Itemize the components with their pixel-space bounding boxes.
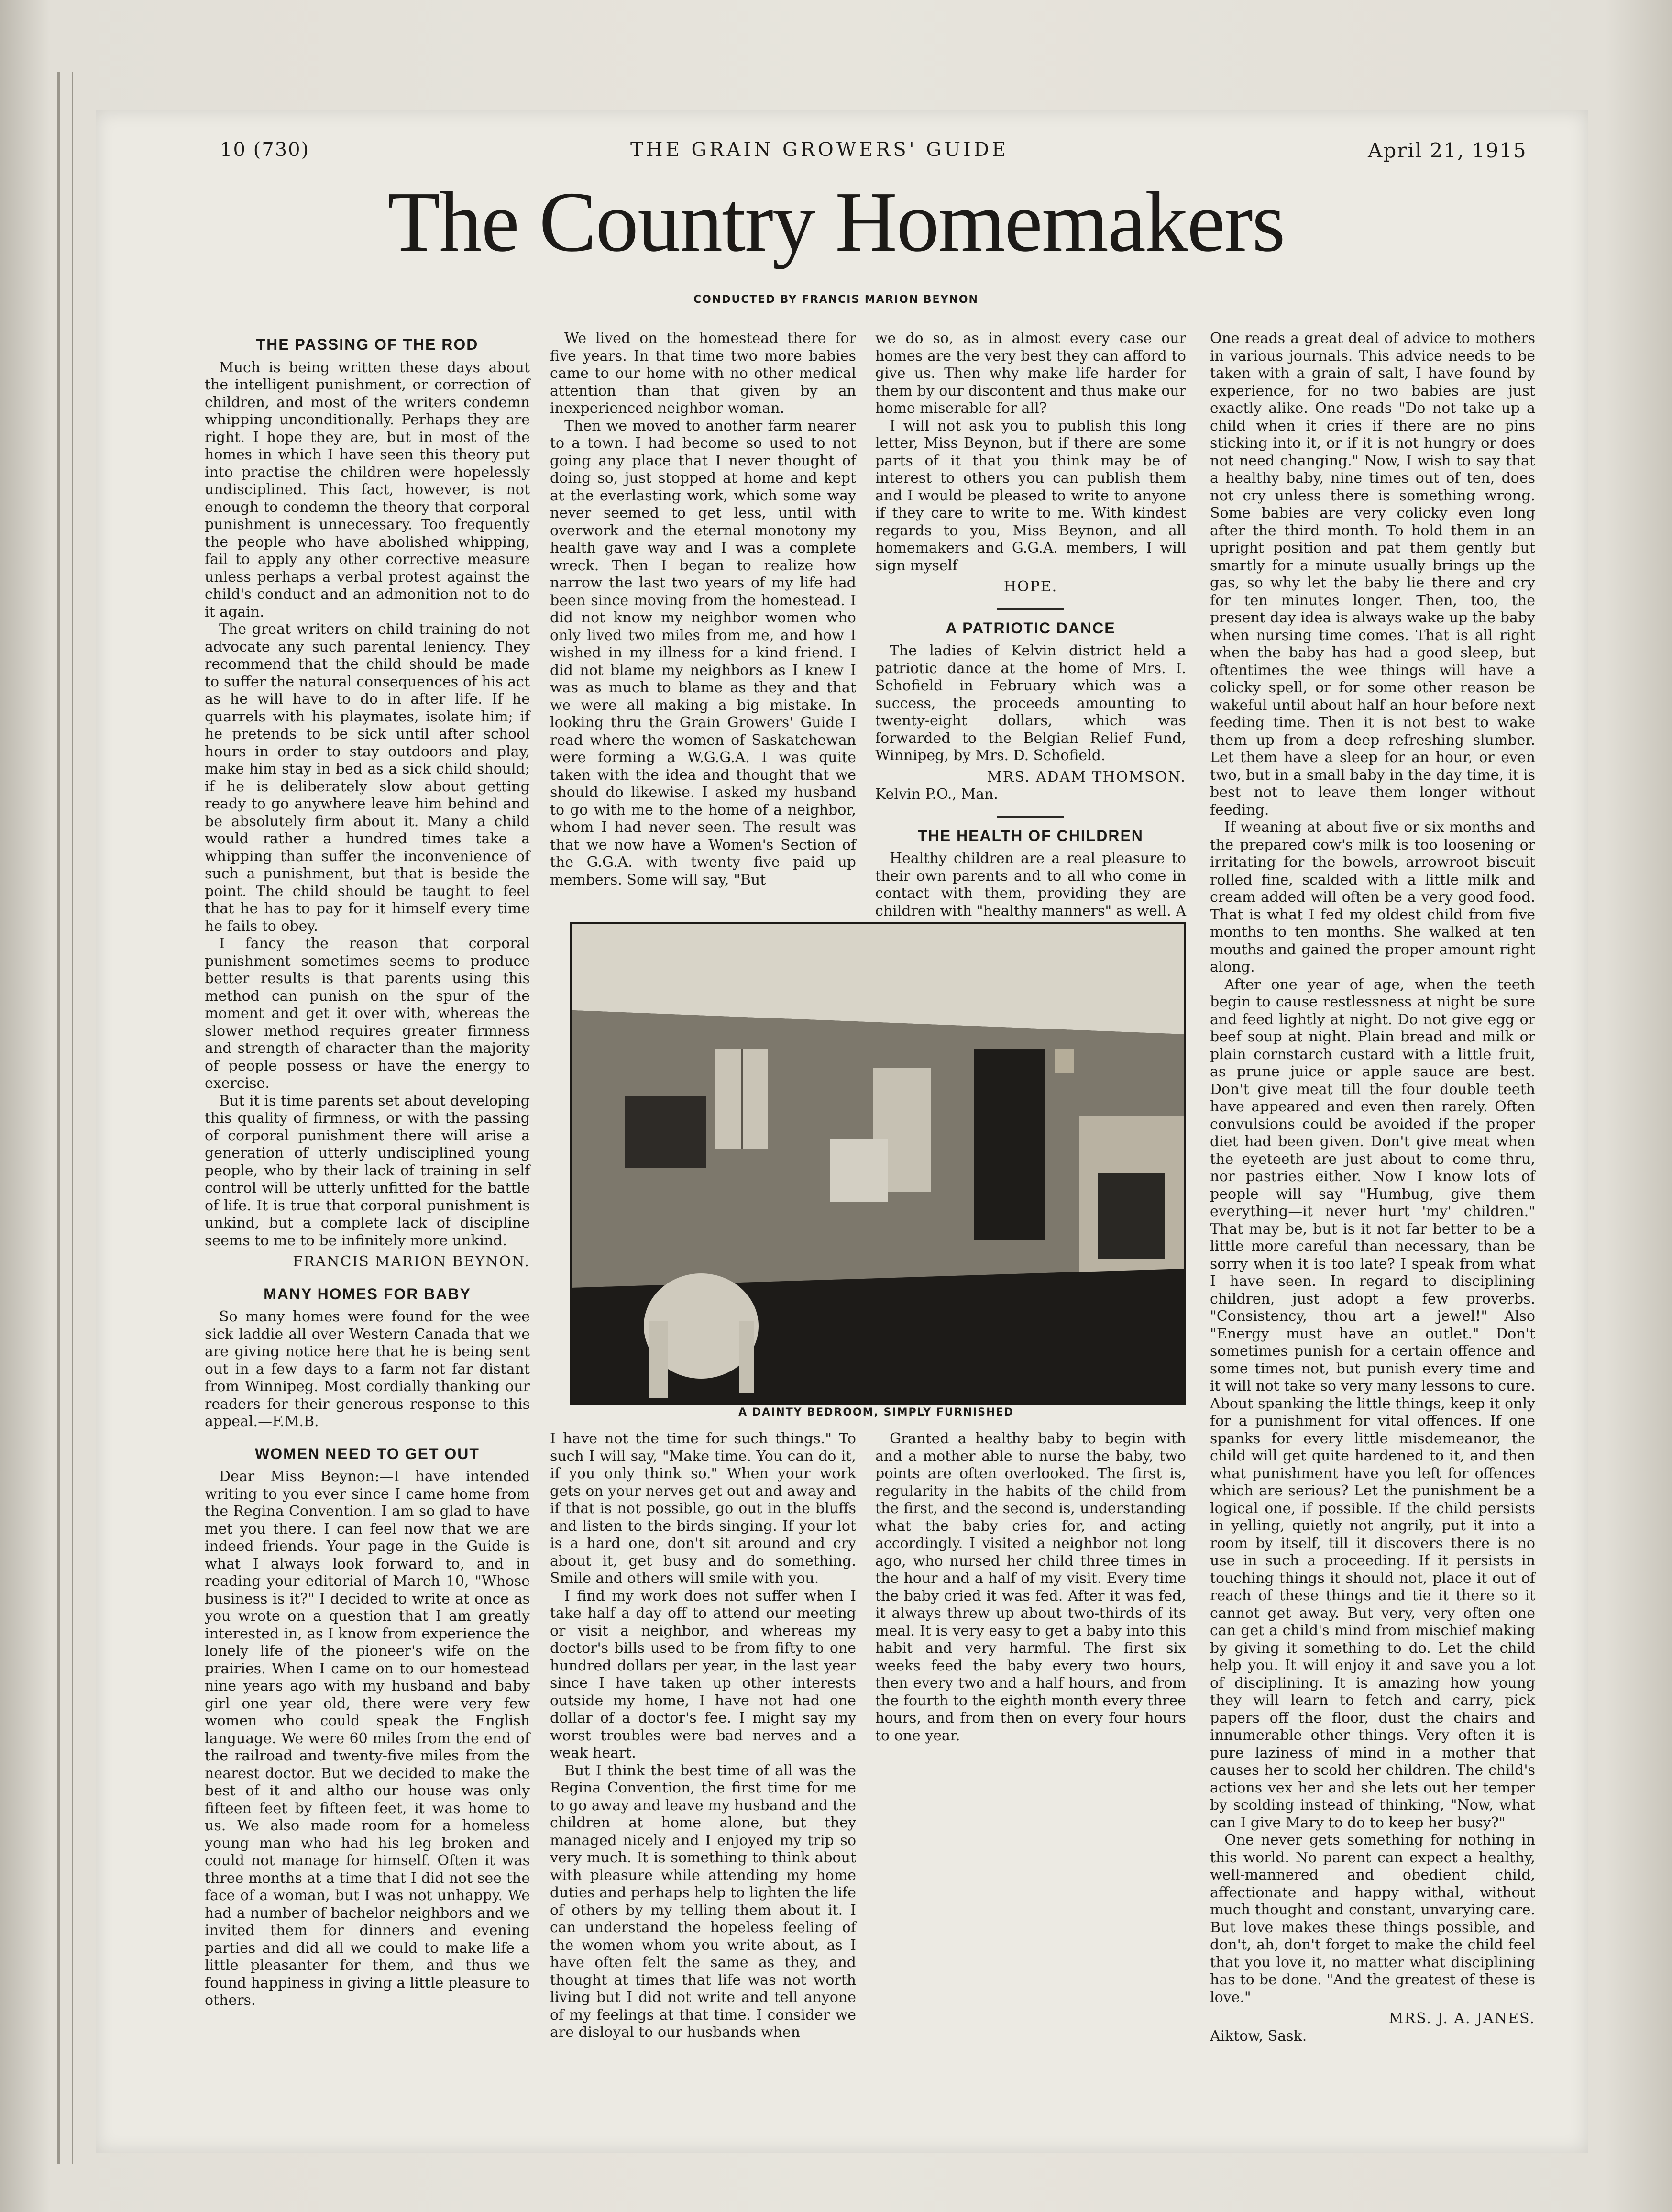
signature: MRS. ADAM THOMSON. <box>987 768 1186 785</box>
column-2-bottom <box>550 1430 856 2041</box>
bedroom-illustration <box>572 924 1184 1403</box>
column-2-top <box>550 330 856 902</box>
divider <box>997 608 1064 610</box>
column-3-bottom <box>875 1430 1186 2024</box>
paragraph: I will not ask you to publish this long letter, Miss Beynon, but if there are some parts of it that you think may be of interest to others you can publish them and I would be pleased to write to anyone if they care to write to me. With kindest regards to you, Miss Beynon, and all homemakers and G.G.A. members, I will sign myself <box>875 417 1186 574</box>
paragraph: After one year of age, when the teeth begin to cause restlessness at night be sure and feed lightly at night. Do not give egg or beef soup at night. Plain bread and milk or plain cornstarch custard with a little fruit, as prune juice or apple sauce are best. Don't give meat till the four double teeth have appeared and even then rarely. Often convulsions could be avoided if the proper diet had been given. Don't give meat when the eyeteeth are just about to come thru, nor pastries either. Now I know lots of people will say "Humbug, give them everything—it never hurt 'my' children." That may be, but is it not far better to be a little more careful than necessary, than be sorry when it is too late? I speak from what I have seen. In regard to disciplining children, just adopt a few proverbs. "Consistency, thou art a jewel!" Also "Energy must have an outlet." Don't sometimes punish for a certain offence and some times not, but punish every time and it will not take so very many lessons to cure. About spanking the little things, keep it only for a punishment for vital offences. If one spanks for every little misdemeanor, the child will get quite hardened to it, and then what punishment have you left for offences which are serious? Let the punishment be a logical one, if possible. If the child persists in yelling, quietly not angrily, put it into a room by itself, till it discovers there is no use in such a proceeding. If it persists in touching things it should not, place it out of reach of these things and tie it there so it cannot get away. But very, very often one can get a child's mind from mischief making by giving it something to do. Let the child help you. It will enjoy it and save you a lot of disciplining. It is amazing how young they will learn to fetch and carry, pick papers off the floor, dust the chairs and innumerable other things. Very often it is pure laziness of mind in a mother that causes her to scold her children. The child's actions vex her and she lets out her temper by scolding instead of thinking, "Now, what can I give Mary to do to keep her busy?" <box>1210 976 1535 1831</box>
paragraph: I fancy the reason that corporal punishment sometimes seems to produce better results is that parents using this method can punish on the spur of the moment and get it over with, whereas the slower method requires greater firmness and strength of character than the majority of people possess or have the energy to exercise. <box>205 935 530 1092</box>
binding-edge <box>72 72 73 2164</box>
location: Aiktow, Sask. <box>1210 2027 1307 2045</box>
headline: A PATRIOTIC DANCE <box>946 619 1116 637</box>
page-title: The Country Homemakers <box>387 174 1285 269</box>
location: Kelvin P.O., Man. <box>875 786 998 803</box>
column-1 <box>205 330 530 2009</box>
photo-caption: A DAINTY BEDROOM, SIMPLY FURNISHED <box>738 1406 1014 1418</box>
paragraph: So many homes were found for the wee sick laddie all over Western Canada that we are giving notice here that he is being sent out in a few days to a farm not far distant from Winnipeg. Most cordially thanking our readers for their generous response to this appeal.—F.M.B. <box>205 1308 530 1430</box>
headline: MANY HOMES FOR BABY <box>264 1285 471 1303</box>
paragraph: Granted a healthy baby to begin with and a mother able to nurse the baby, two points are often overlooked. The first is, regularity in the habits of the child from the first, and the second is, understanding what the baby cries for, and acting accordingly. I visited a neighbor not long ago, who nursed her child three times in the hour and a half of my visit. Every time the baby cried it was fed. After it was fed, it always threw up about two-thirds of its meal. It is very easy to get a baby into this habit and very harmful. The first six weeks feed the baby every two hours, then every two and a half hours, and from the fourth to the eighth month every three hours, and from then on every four hours to one year. <box>875 1430 1186 1744</box>
byline: CONDUCTED BY FRANCIS MARION BEYNON <box>693 294 979 306</box>
paragraph: The great writers on child training do not advocate any such parental leniency. They recommend that the child should be made to suffer the natural consequences of his act as he will have to do in after life. If he quarrels with his playmates, isolate him; if he pretends to be sick until after school hours in order to stay outdoors and play, make him stay in bed as a sick child should; if he is deliberately slow about getting ready to go anywhere leave him behind and be absolutely firm about it. Many a child would rather a hundred times take a whipping than suffer the inconvenience of such a punishment, but that is beside the point. The child should be taught to feel that he has to pay for it himself every time he fails to obey. <box>205 621 530 935</box>
signature: MRS. J. A. JANES. <box>1388 2010 1535 2027</box>
signature: FRANCIS MARION BEYNON. <box>293 1253 530 1270</box>
paragraph: One reads a great deal of advice to mothers in various journals. This advice needs to be taken with a grain of salt, I have found by experience, for no two babies are just exactly alike. One reads "Do not take up a child when it cries if there are no pins sticking into it, or if it is not hungry or does not need changing." Now, I wish to say that a healthy baby, nine times out of ten, does not cry unless there is something wrong. Some babies are very colicky even long after the third month. To hold them in an upright position and pat them gently but smartly for a minute usually brings up the gas, so why let the baby lie there and cry for ten minutes longer. Then, too, the present day idea is always wake up the baby when nursing time comes. That is all right when the baby has had a good sleep, but oftentimes the wee things will have a colicky spell, or for some other reason be wakeful until about half an hour before next feeding time. Then it is not best to wake them up from a deep refreshing slumber. Let them have a sleep for an hour, or even two, but in a small baby in the day time, it is best not to leave them longer without feeding. <box>1210 330 1535 818</box>
bedroom-photo <box>570 922 1186 1405</box>
paragraph: But I think the best time of all was the Regina Convention, the first time for me to go away and leave my husband and the children at home alone, but they managed nicely and I enjoyed my trip so very much. It is something to think about with pleasure while attending my home duties and perhaps help to lighten the life of others by my telling them about it. I can understand the hopeless feeling of the women whom you write about, as I have often felt the same as they, and thought at times that life was not worth living but I did not write and tell anyone of my feelings at that time. I consider we are disloyal to our husbands when <box>550 1762 856 2041</box>
paragraph: We lived on the homestead there for five years. In that time two more babies came to our home with no other medical attention than that given by an inexperienced neighbor woman. <box>550 330 856 417</box>
paragraph: I have not the time for such things." To such I will say, "Make time. You can do it, if you only think so." When your work gets on your nerves get out and away and if that is not possible, go out in the bluffs and listen to the birds singing. If your lot is a hard one, don't sit around and cry about it, get busy and do something. Smile and others will smile with you. <box>550 1430 856 1587</box>
paragraph: Then we moved to another farm nearer to a town. I had become so used to not going any place that I never thought of doing so, just stopped at home and kept at the everlasting work, which some way never seemed to get less, until with overwork and the eternal monotony my health gave way and I was a complete wreck. Then I began to realize how narrow the last two years of my life had been since moving from the homestead. I did not know my neighbor women who only lived two miles from me, and how I wished in my illness for a kind friend. I did not blame my neighbors as I knew I was as much to blame as they and that we were all making a big mistake. In looking thru the Grain Growers' Guide I read where the women of Saskatchewan were forming a W.G.G.A. I was quite taken with the idea and thought that we should do likewise. I asked my husband to go with me to the home of a neighbor, whom I had never seen. The result was that we now have a Women's Section of the G.G.A. with twenty five paid up members. Some will say, "But <box>550 417 856 888</box>
paragraph: Dear Miss Beynon:—I have intended writing to you ever since I came home from the Regina Convention. I am so glad to have met you there. I can feel now that we are indeed friends. Your page in the Guide is what I always look forward to, and in reading your editorial of March 10, "Whose business is it?" I decided to write at once as you wrote on a question that I am greatly interested in, as I know from experience the lonely life of the pioneer's wife on the prairies. When I came on to our homestead nine years ago with my husband and baby girl one year old, there were very few women who could speak the English language. We were 60 miles from the end of the railroad and twenty-five miles from the nearest doctor. But we decided to make the best of it and altho our house was only fifteen feet by fifteen feet, it was home to us. We also made room for a homeless young man who had his leg broken and could not manage for himself. Often it was three months at a time that I did not see the face of a woman, but I was not unhappy. We had a number of bachelor neighbors and we invited them for dinners and evening parties and did all we could to make life a little pleasanter for them, and thus we found happiness in giving a little pleasure to others. <box>205 1468 530 2009</box>
paragraph: The ladies of Kelvin district held a patriotic dance at the home of Mrs. I. Schofield in February which was a success, the proceeds amounting to twenty-eight dollars, which was forwarded to the Belgian Relief Fund, Winnipeg, by Mrs. D. Schofield. <box>875 642 1186 764</box>
divider <box>997 816 1064 818</box>
column-3-top <box>875 330 1186 919</box>
signature: HOPE. <box>1003 578 1058 595</box>
paragraph: I find my work does not suffer when I take half a day off to attend our meeting or visit a neighbor, and whereas my doctor's bills used to be from fifty to one hundred dollars per year, in the last year since I have taken up other interests outside my home, I have not had one dollar of a doctor's fee. I might say my worst troubles were bad nerves and a weak heart. <box>550 1587 856 1761</box>
paragraph: One never gets something for nothing in this world. No parent can expect a healthy, well-mannered and obedient child, affectionate and happy withal, without much thought and constant, unvarying care. But love makes these things possible, and don't, ah, don't forget to make the child feel that you love it, no matter what disciplining has to be done. "And the greatest of these is love." <box>1210 1832 1535 2006</box>
publication-name: THE GRAIN GROWERS' GUIDE <box>630 139 1009 161</box>
headline: THE PASSING OF THE ROD <box>256 336 479 353</box>
headline: WOMEN NEED TO GET OUT <box>255 1445 480 1462</box>
page-number: 10 (730) <box>220 139 310 161</box>
binding-edge <box>57 72 60 2164</box>
paragraph: we do so, as in almost every case our homes are the very best they can afford to give us. Then why make life harder for them by our discontent and thus make our home miserable for all? <box>875 330 1186 417</box>
paragraph: If weaning at about five or six months and the prepared cow's milk is too loosening or irritating for the bowels, arrowroot biscuit rolled fine, scalded with a little milk and cream added will often be a very good food. That is what I fed my oldest child from five months to ten months. She walked at ten mouths and gained the proper amount right along. <box>1210 819 1535 975</box>
paragraph: Healthy children are a real pleasure to their own parents and to all who come in contact with them, providing they are children with "healthy manners" as well. A <box>875 850 1186 919</box>
headline: THE HEALTH OF CHILDREN <box>918 827 1144 844</box>
paragraph: Much is being written these days about the intelligent punishment, or correction of children, and most of the writers condemn whipping unconditionally. Perhaps they are right. I hope they are, but in most of the homes in which I have seen this theory put into practise the children were hopelessly undisciplined. This fact, however, is not enough to condemn the theory that corporal punishment is unnecessary. Too frequently the people who have abolished whipping, fail to apply any other corrective measure unless perhaps a verbal protest against the child's conduct and an admonition not to do it again. <box>205 359 530 620</box>
paragraph: But it is time parents set about developing this quality of firmness, or with the passing of corporal punishment there will arise a generation of utterly undisciplined young people, who by their lack of training in self control will be utterly unfitted for the battle of life. It is true that corporal punishment is unkind, but a complete lack of discipline seems to me to be infinitely more unkind. <box>205 1092 530 1249</box>
issue-date: April 21, 1915 <box>1368 139 1527 162</box>
column-4 <box>1210 330 1535 2045</box>
